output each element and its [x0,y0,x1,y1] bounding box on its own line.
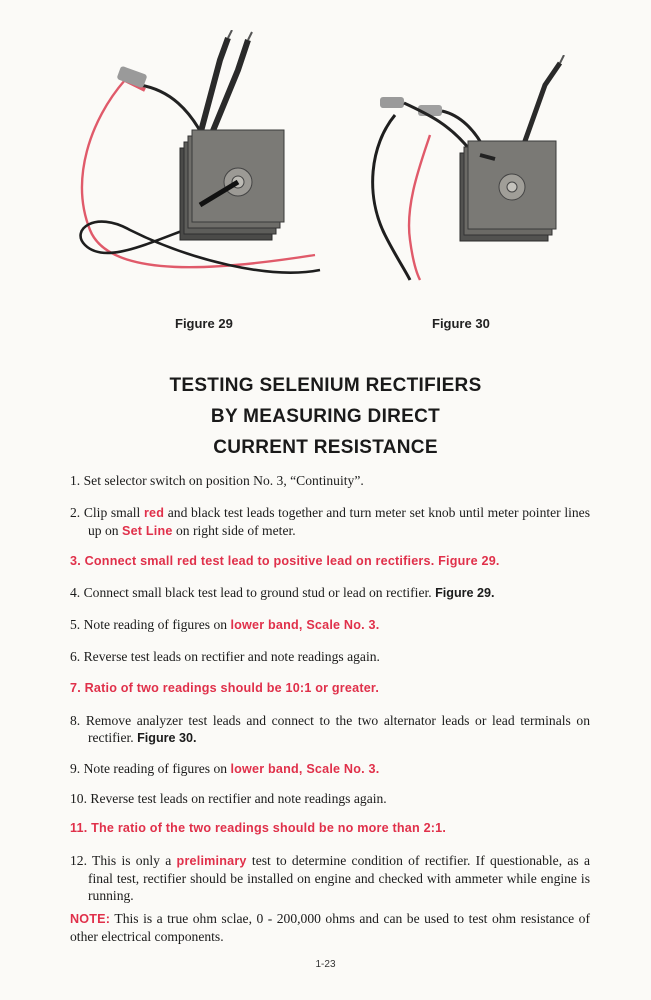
step-text: Reverse test leads on rectifier and note readings again. [83,649,380,664]
step-4 [70,584,590,602]
step-number: 4. [70,585,81,600]
note-text: This is a true ohm sclae, 0 - 200,000 ohms and can be used to test ohm resistance of other electrical components. [70,911,590,944]
section-title [0,370,651,463]
title-line-2: BY MEASURING DIRECT [210,406,441,427]
figure-29-caption: Figure 29 [175,316,233,331]
step-6 [70,648,590,665]
step-2 [70,504,590,540]
figure-30-photo [360,55,590,285]
step-text: Note reading of figures on [83,617,231,632]
step-text: Connect small black test lead to ground stud or lead on rectifier. [83,585,436,600]
highlight-set-line: Set Line [121,524,173,538]
step-text: Reverse test leads on rectifier and note readings again. [90,791,387,806]
highlight-preliminary: preliminary [176,854,247,868]
step-text: Clip small [83,505,144,520]
step-text: Ratio of two readings should be 10:1 or greater. [84,681,380,695]
step-number: 10. [70,791,87,806]
step-number: 12. [70,853,87,868]
highlight-red: red [143,506,165,520]
page-number: 1-23 [315,959,336,970]
step-11 [70,820,590,837]
title-line-1: TESTING SELENIUM RECTIFIERS [169,375,482,396]
title-line-3: CURRENT RESISTANCE [213,437,438,458]
step-8 [70,712,590,747]
step-text: The ratio of the two readings should be no more than 2:1. [91,821,447,835]
step-text: and black test leads together and turn meter set knob until meter pointer lines up on [88,505,590,538]
figure-29-photo [70,30,330,300]
step-number: 5. [70,617,81,632]
step-text: This is only a [92,853,177,868]
step-text: Remove analyzer test leads and connect to the two alternator leads or lead terminals on rectifier. [85,713,590,745]
step-number: 3. [70,554,81,568]
step-3 [70,553,590,570]
step-9 [70,760,590,778]
step-number: 9. [70,761,81,776]
step-1 [70,472,590,489]
step-number: 1. [70,473,81,488]
step-number: 11. [70,821,88,835]
step-number: 6. [70,649,81,664]
figure-reference: Figure 29. [435,586,495,600]
figure-reference: Figure 30. [137,731,197,745]
figure-30-caption: Figure 30 [432,316,490,331]
step-number: 2. [70,505,81,520]
highlight-scale: lower band, Scale No. 3. [230,618,380,632]
step-text: on right side of meter. [172,523,296,538]
step-10 [70,790,590,807]
step-5 [70,616,590,634]
step-text: Set selector switch on position No. 3, “Continuity”. [83,473,364,488]
step-number: 7. [70,681,81,695]
step-text: test to determine condition of rectifier. If questionable, as a final test, rectifier should be installed on engine and checked with ammeter while engine is running. [88,853,590,903]
step-text: Note reading of figures on [83,761,231,776]
note-label: NOTE: [70,912,111,926]
step-12 [70,852,590,904]
highlight-scale: lower band, Scale No. 3. [230,762,380,776]
step-7 [70,680,590,697]
step-number: 8. [70,713,81,728]
note-paragraph [70,910,590,945]
step-text: Connect small red test lead to positive lead on rectifiers. Figure 29. [84,554,500,568]
